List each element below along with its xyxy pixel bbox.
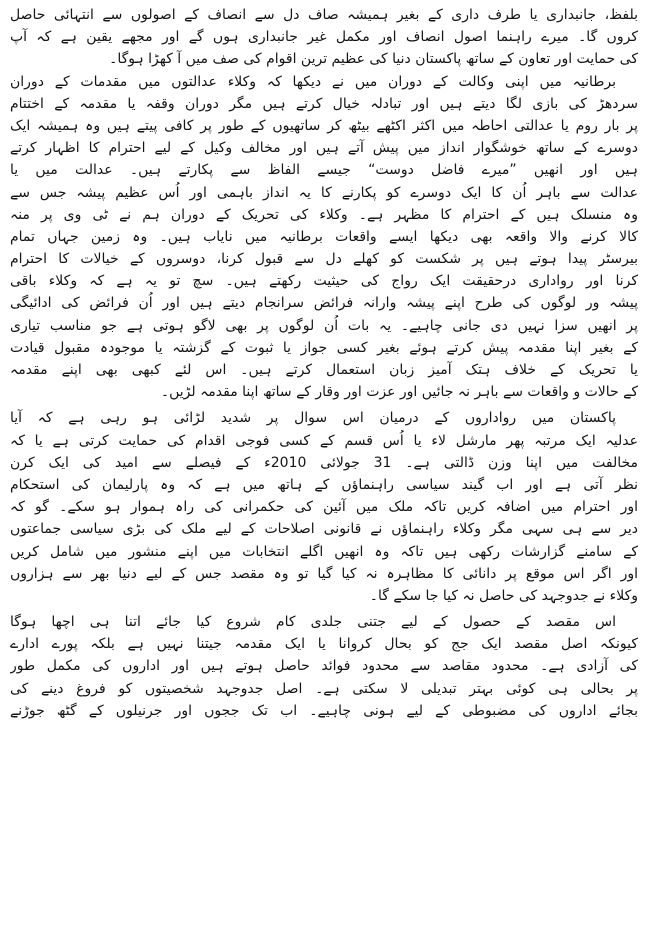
text-line: سردھڑ کی بازی لگا دیتے ہیں اور تبادلہ خیال کرتے ہیں مگر دوران وقفہ یا مقدمہ کے اختتام bbox=[10, 95, 638, 112]
text-line: اور احترام میں اضافہ کریں تاکہ ملک میں آئین کی حکمرانی کی راہ ہموار ہو سکے۔ گو کہ bbox=[10, 499, 638, 516]
text-line: نظر آتی ہے اور اب گیند سیاسی راہنماؤں کے ہاتھ میں ہے کہ وہ پارلیمان کی استحکام bbox=[10, 476, 638, 493]
text-line: بلفظ، جانبداری یا طرف داری کے بغیر ہمیشہ صاف دل سے انصاف کے اصولوں سے انتہائی حاصل bbox=[10, 7, 638, 23]
text-line: کرنا اور رواداری درحقیقت ایک رواج کی حیثیت رکھتے ہیں۔ سچ تو یہ ہے کہ وکلاء باقی bbox=[10, 273, 638, 290]
text-line: عدالت سے باہر اُن کا ایک دوسرے کو پکارنے کا یہ انداز باہمی اور اُس عظیم پیشہ جس سے bbox=[10, 184, 638, 201]
text-line: بجائے اداروں کی مضبوطی کے لیے ہونی چاہیے۔ اب تک ججوں اور جرنیلوں کے گٹھ جوڑنے bbox=[10, 702, 638, 719]
text-line: کے سامنے گزارشات رکھی ہیں تاکہ وہ انھیں اگلے انتخابات میں اپنے منشور میں شامل کریں bbox=[10, 543, 638, 560]
text-line: پاکستان میں رواداروں کے درمیان اس سوال پر شدید لڑائی ہو رہی ہے کہ آیا bbox=[10, 410, 616, 427]
text-line: ہیں اور انھیں ”میرے فاضل دوست“ جیسے الفاظ سے پکارتے ہیں۔ عدالت میں یا bbox=[10, 162, 638, 179]
text-line: پیشہ ور لوگوں کی طرح اپنے پیشہ وارانہ فرائض سرانجام دیتے ہیں اور اُن فرائض کی ادائیگی bbox=[10, 295, 638, 312]
text-line: پر بحالی ہی کوئی بہتر تبدیلی لا سکتی ہے۔ اصل جدوجہد شخصیتوں کو فروغ دینے کی bbox=[10, 680, 638, 697]
text-line: وہ منسلک ہیں کے احترام کا مظہر ہے۔ وکلاء کی تحریک کے دوران ہم نے ٹی وی پر منہ bbox=[10, 206, 638, 223]
text-line: اور اگر اس موقع پر دانائی کا مظاہرہ نہ کیا گیا تو وہ مقصد جس کے لیے دنیا بھر سے ہزاروں bbox=[10, 565, 638, 582]
text-line: کالا کرنے والا واقعہ بھی دیکھا ایسے واقعات برطانیہ میں نایاب ہیں۔ وہ زمین جہاں تمام bbox=[10, 228, 638, 245]
text-line: کیونکہ اصل مقصد ایک جج کو بحال کروانا یا ایک مقدمہ جیتنا نہیں ہے بلکہ پورے ادارے bbox=[10, 636, 638, 653]
text-line: مخالفت میں اپنا وزن ڈالتی ہے۔ 31 جولائی 2010ء کے فیصلے سے امید کی ایک کرن bbox=[10, 454, 638, 471]
text-line: عدلیہ ایک مرتبہ پھر مارشل لاء یا اُس قسم کے کسی فوجی اقدام کی حمایت کرتی ہے یا کہ bbox=[10, 432, 638, 449]
text-line: اس مقصد کے حصول کے لیے جتنی جلدی کام شروع کیا جائے اتنا ہی اچھا ہوگا bbox=[10, 614, 616, 631]
text-line: کروں گا۔ میرے راہنما اصول انصاف اور مکمل غیر جانبداری ہوں گے اور مجھے یقین ہے کہ آپ bbox=[10, 29, 638, 46]
text-line: برطانیہ میں اپنی وکالت کے دوران میں نے دیکھا کہ وکلاء عدالتوں میں مقدمات کے دوران bbox=[10, 73, 616, 90]
text-line: کے حالات و واقعات سے باہر نہ جائیں اور عزت اور وقار کے ساتھ اپنا مقدمہ لڑیں۔ bbox=[160, 384, 638, 401]
text-line: پر بار روم یا عدالتی احاطہ میں اکثر اکٹھے بیٹھ کر ساتھیوں کے طور پر کافی پیتے ہیں وہ ہمیشہ ایک bbox=[10, 117, 638, 134]
text-line: کی حمایت اور تعاون کے ساتھ پاکستان دنیا کی عظیم ترین اقوام کی صف میں آ کھڑا ہوگا۔ bbox=[109, 51, 638, 68]
text-line: پر انھیں سزا نہیں دی جانی چاہیے۔ یہ بات اُن لوگوں پر بھی لاگو ہوتی ہے جو مناسب تیاری bbox=[10, 317, 638, 334]
text-line: یا تحریک کے خلاف ہتک آمیز زبان استعمال کرتے ہیں۔ اس لئے کبھی بھی اپنے مقدمہ bbox=[10, 362, 638, 378]
text-line: کے بغیر اپنا مقدمہ پیش کرتے ہوئے بغیر کسی جواز یا ثبوت کے گزشتہ یا موجودہ مقبول قیادت bbox=[10, 339, 638, 356]
text-line: کی آزادی ہے۔ محدود مقاصد سے محدود فوائد حاصل ہوتے ہیں اور اداروں کی مکمل طور bbox=[10, 658, 638, 675]
text-line: وکلاء نے جدوجہد کی حاصل نہ کیا جا سکے گا۔ bbox=[369, 587, 638, 604]
text-line: بیرسٹر پیدا ہوتے ہیں پر شکست کو کھلے دل سے قبول کرنا، دوسروں کے خیالات کا احترام bbox=[10, 251, 638, 268]
text-line: دوسرے کے ساتھ خوشگوار انداز میں پیش آتے ہیں اور مخالف وکیل کے لیے احترام کا اظہار کرتے bbox=[10, 140, 638, 157]
text-line: دیر سے ہی سہی مگر وکلاء راہنماؤں نے قانونی اصلاحات کے لیے ملک کی بڑی سیاسی جماعتوں bbox=[10, 521, 638, 538]
